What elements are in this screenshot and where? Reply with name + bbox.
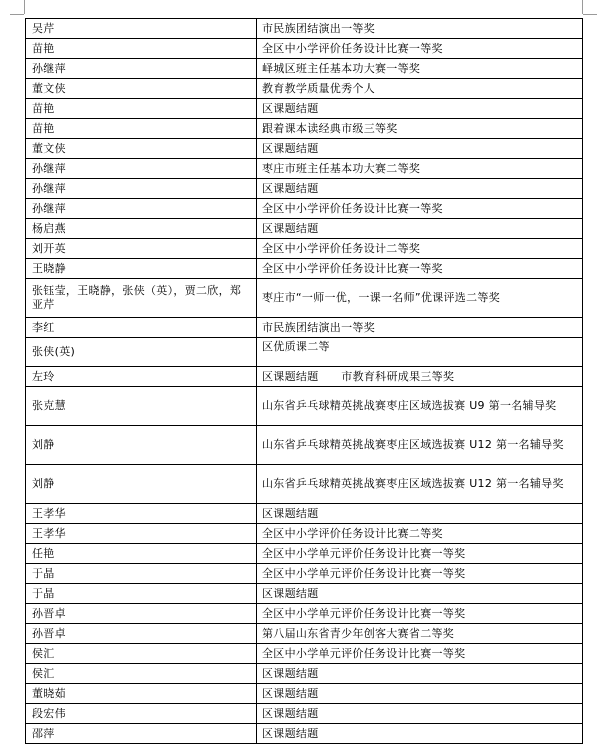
award-cell: 山东省乒乓球精英挑战赛枣庄区域选拔赛 U12 第一名辅导奖 [257, 426, 583, 465]
name-cell: 段宏伟 [26, 704, 257, 724]
award-cell: 区课题结题 [257, 179, 583, 199]
award-cell: 区课题结题 [257, 139, 583, 159]
name-cell: 孙继萍 [26, 179, 257, 199]
crop-mark-left-horizontal [10, 14, 24, 15]
table-row [26, 564, 583, 584]
award-cell: 全区中小学评价任务设计比赛一等奖 [257, 39, 583, 59]
name-cell: 邵萍 [26, 724, 257, 744]
table-row [26, 318, 583, 338]
award-cell: 全区中小学单元评价任务设计比赛一等奖 [257, 644, 583, 664]
name-cell: 王孝华 [26, 504, 257, 524]
table-row [26, 367, 583, 387]
name-cell: 刘静 [26, 465, 257, 504]
award-cell: 区课题结题 [257, 704, 583, 724]
name-cell: 孙晋卓 [26, 624, 257, 644]
name-cell: 孙晋卓 [26, 604, 257, 624]
name-cell: 孙继萍 [26, 199, 257, 219]
name-cell: 董文侠 [26, 79, 257, 99]
name-cell: 于晶 [26, 584, 257, 604]
name-cell: 张侠(英) [26, 338, 257, 367]
award-cell: 山东省乒乓球精英挑战赛枣庄区域选拔赛 U12 第一名辅导奖 [257, 465, 583, 504]
name-cell: 孙继萍 [26, 159, 257, 179]
award-cell: 全区中小学评价任务设计二等奖 [257, 239, 583, 259]
award-cell: 区课题结题 [257, 504, 583, 524]
awards-table [25, 18, 583, 744]
award-cell: 区优质课二等 [257, 338, 583, 367]
name-cell: 苗艳 [26, 99, 257, 119]
name-cell: 侯汇 [26, 644, 257, 664]
name-cell: 张钰莹，王晓静，张侠（英），贾二欣，郑亚芹 [26, 279, 257, 318]
table-row [26, 59, 583, 79]
name-cell: 王孝华 [26, 524, 257, 544]
table-row [26, 219, 583, 239]
crop-mark-left-vertical [24, 0, 25, 14]
name-cell: 侯汇 [26, 664, 257, 684]
name-cell: 董文侠 [26, 139, 257, 159]
name-cell: 吴芹 [26, 19, 257, 39]
table-row [26, 426, 583, 465]
award-cell: 区课题结题 [257, 99, 583, 119]
table-row [26, 684, 583, 704]
award-cell: 区课题结题 [257, 584, 583, 604]
table-row [26, 584, 583, 604]
table-row [26, 604, 583, 624]
award-cell: 峄城区班主任基本功大赛一等奖 [257, 59, 583, 79]
award-cell: 全区中小学单元评价任务设计比赛一等奖 [257, 564, 583, 584]
name-cell: 刘开英 [26, 239, 257, 259]
award-cell: 区课题结题 市教育科研成果三等奖 [257, 367, 583, 387]
table-row [26, 139, 583, 159]
name-cell: 王晓静 [26, 259, 257, 279]
table-row [26, 544, 583, 564]
award-cell: 全区中小学评价任务设计比赛一等奖 [257, 259, 583, 279]
table-row [26, 724, 583, 744]
table-row [26, 19, 583, 39]
award-cell: 市民族团结演出一等奖 [257, 19, 583, 39]
name-cell: 于晶 [26, 564, 257, 584]
crop-mark-right-vertical [582, 0, 583, 14]
table-row [26, 279, 583, 318]
award-cell: 区课题结题 [257, 219, 583, 239]
table-row [26, 704, 583, 724]
name-cell: 张克慧 [26, 387, 257, 426]
award-cell: 区课题结题 [257, 724, 583, 744]
award-cell: 区课题结题 [257, 684, 583, 704]
crop-mark-right-horizontal [583, 14, 597, 15]
table-row [26, 179, 583, 199]
table-row [26, 119, 583, 139]
table-row [26, 644, 583, 664]
award-cell: 市民族团结演出一等奖 [257, 318, 583, 338]
table-row [26, 79, 583, 99]
name-cell: 李红 [26, 318, 257, 338]
name-cell: 刘静 [26, 426, 257, 465]
award-cell: 全区中小学单元评价任务设计比赛一等奖 [257, 544, 583, 564]
award-cell: 跟着课本读经典市级三等奖 [257, 119, 583, 139]
table-row [26, 239, 583, 259]
table-row [26, 504, 583, 524]
table-row [26, 664, 583, 684]
name-cell: 杨启燕 [26, 219, 257, 239]
name-cell: 苗艳 [26, 119, 257, 139]
table-row [26, 259, 583, 279]
name-cell: 苗艳 [26, 39, 257, 59]
award-cell: 全区中小学评价任务设计比赛一等奖 [257, 199, 583, 219]
award-cell: 区课题结题 [257, 664, 583, 684]
award-cell: 山东省乒乓球精英挑战赛枣庄区域选拔赛 U9 第一名辅导奖 [257, 387, 583, 426]
table-row [26, 387, 583, 426]
award-cell: 枣庄市班主任基本功大赛二等奖 [257, 159, 583, 179]
name-cell: 任艳 [26, 544, 257, 564]
name-cell: 孙继萍 [26, 59, 257, 79]
table-row [26, 99, 583, 119]
award-cell: 教育教学质量优秀个人 [257, 79, 583, 99]
name-cell: 董晓茹 [26, 684, 257, 704]
award-cell: 全区中小学单元评价任务设计比赛一等奖 [257, 604, 583, 624]
table-row [26, 39, 583, 59]
table-row [26, 338, 583, 367]
table-row [26, 524, 583, 544]
name-cell: 左玲 [26, 367, 257, 387]
award-cell: 枣庄市“一师一优，一课一名师”优课评选二等奖 [257, 279, 583, 318]
table-row [26, 624, 583, 644]
table-row [26, 199, 583, 219]
table-row [26, 159, 583, 179]
award-cell: 全区中小学评价任务设计比赛二等奖 [257, 524, 583, 544]
award-cell: 第八届山东省青少年创客大赛省二等奖 [257, 624, 583, 644]
table-row [26, 465, 583, 504]
